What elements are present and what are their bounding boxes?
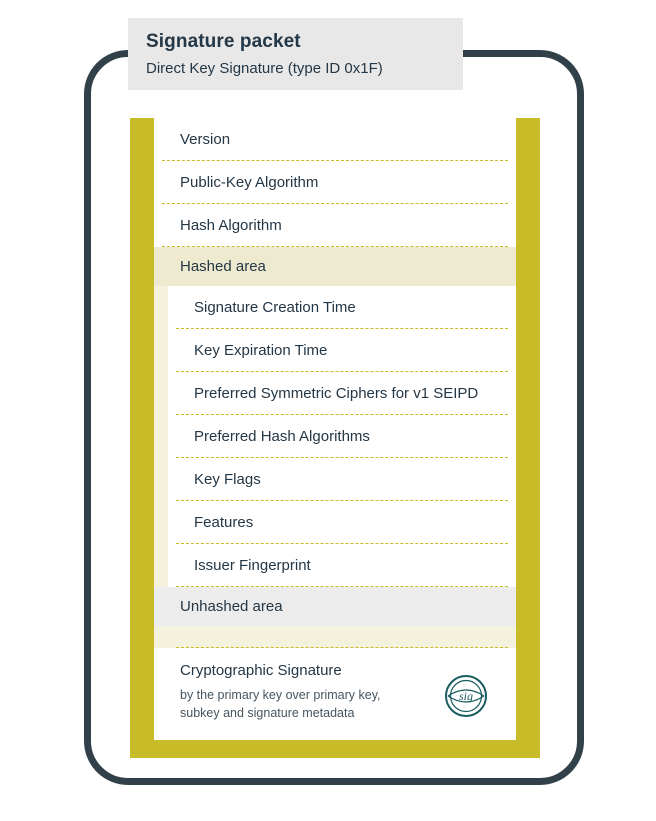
field-hash-algorithm: Hash Algorithm <box>154 204 516 247</box>
signature-description: by the primary key over primary key, subkey and signature metadata <box>180 688 381 721</box>
cryptographic-signature-block <box>154 648 516 740</box>
subpacket-preferred-symmetric-ciphers: Preferred Symmetric Ciphers for v1 SEIPD <box>168 372 516 415</box>
subpacket-features: Features <box>168 501 516 544</box>
subpacket-signature-creation-time: Signature Creation Time <box>168 286 516 329</box>
hashed-area-label: Hashed area <box>154 247 516 286</box>
field-public-key-algorithm: Public-Key Algorithm <box>154 161 516 204</box>
packet-fields <box>154 118 516 740</box>
page-subtitle: Direct Key Signature (type ID 0x1F) <box>146 59 383 77</box>
subpacket-preferred-hash-algorithms: Preferred Hash Algorithms <box>168 415 516 458</box>
packet-header <box>128 18 463 90</box>
hashed-area-subpackets <box>154 286 516 587</box>
svg-text:sig: sig <box>458 689 474 703</box>
field-version: Version <box>154 118 516 161</box>
page-title: Signature packet <box>146 31 301 52</box>
unhashed-area-subpackets <box>154 626 516 648</box>
signature-packet-body <box>130 118 540 758</box>
subpacket-key-expiration-time: Key Expiration Time <box>168 329 516 372</box>
signature-title: Cryptographic Signature <box>180 662 342 679</box>
unhashed-area-label: Unhashed area <box>154 587 516 626</box>
signature-seal-icon <box>444 674 488 718</box>
subpacket-key-flags: Key Flags <box>168 458 516 501</box>
subpacket-issuer-fingerprint: Issuer Fingerprint <box>168 544 516 587</box>
